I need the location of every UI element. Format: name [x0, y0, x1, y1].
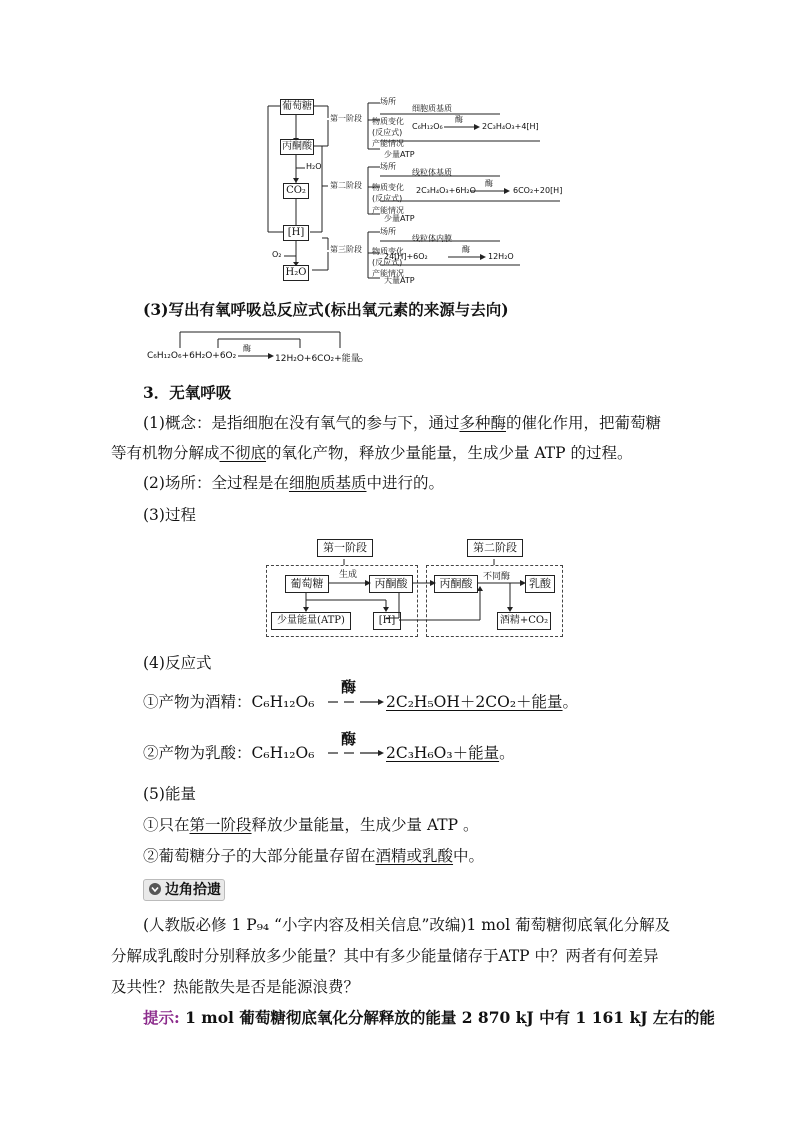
corner-tag [143, 879, 225, 901]
stage2-change-label: 物质变化 [372, 183, 404, 192]
concept-line1 [143, 408, 661, 439]
stage3-enzyme: 酶 [462, 245, 470, 254]
place-text-1: (2)场所：全过程是在 [143, 474, 289, 492]
place-text-2: 中进行的。 [366, 474, 444, 492]
stage3-energy-label: 产能情况 [372, 269, 404, 278]
place-line [143, 468, 444, 499]
stage2-change-sub: (反应式) [372, 194, 403, 203]
stage3-place-label: 场所 [380, 227, 396, 236]
total-eq-enzyme: 酶 [243, 344, 251, 353]
stage1-energy: 少量ATP [384, 150, 415, 159]
anaerobic-diff-enzyme-label: 不同酶 [483, 572, 511, 582]
energy2-text-1: ②葡萄糖分子的大部分能量存留在 [143, 847, 376, 865]
co2-box: CO₂ [283, 183, 309, 199]
stage1-change-sub: (反应式) [372, 128, 403, 137]
anaerobic-energy: 少量能量(ATP) [271, 612, 351, 630]
stage1-name: 第一阶段 [330, 114, 362, 123]
reaction1-product-line [386, 690, 578, 714]
question-line1: (人教版必修 1 P₉₄ “小字内容及相关信息”改编)1 mol 葡萄糖彻底氧化分解及 [143, 916, 671, 934]
energy1-text-2: 释放少量能量，生成少量 ATP 。 [251, 816, 479, 834]
reaction1-enzyme: 酶 [341, 678, 357, 696]
stage3-energy: 大量ATP [384, 276, 415, 285]
total-eq-right: 12H₂O+6CO₂+能量 [275, 354, 360, 364]
stage1-eq-right: 2C₃H₄O₃+4[H] [482, 122, 539, 131]
stage1-change-label: 物质变化 [372, 117, 404, 126]
energy2-underline: 酒精或乳酸 [375, 847, 454, 865]
hint-label: 提示: [143, 1008, 180, 1027]
anaerobic-h: [H] [373, 612, 401, 630]
reaction2-product-line [386, 741, 515, 765]
question-line2: 分解成乳酸时分别释放多少能量？其中有多少能量储存于ATP 中？两者有何差异 [111, 947, 659, 965]
stage2-place: 线粒体基质 [412, 168, 452, 177]
reaction1-label: ①产物为酒精：C₆H₁₂O₆ [143, 693, 315, 711]
anaerobic-stage1-label: 第一阶段 [317, 539, 373, 557]
chevron-down-icon [148, 882, 162, 896]
total-eq-left: C₆H₁₂O₆+6H₂O+6O₂ [147, 351, 237, 361]
stage3-place: 线粒体内膜 [412, 234, 452, 243]
anaerobic-alcohol: 酒精+CO₂ [497, 612, 551, 630]
energy1-underline: 第一阶段 [189, 816, 252, 834]
concept-line2 [111, 438, 633, 469]
pyruvate-box: 丙酮酸 [280, 139, 314, 155]
glucose-box: 葡萄糖 [280, 99, 314, 115]
anaerobic-glucose: 葡萄糖 [285, 575, 329, 593]
concept-underline-1: 多种酶 [459, 414, 506, 432]
hint-text: 1 mol 葡萄糖彻底氧化分解释放的能量 2 870 kJ 中有 1 161 kJ 左右的能 [179, 1008, 715, 1027]
reaction2-enzyme: 酶 [341, 730, 357, 748]
stage3-name: 第三阶段 [330, 245, 362, 254]
reaction2-line [143, 741, 314, 765]
stage3-eq-right: 12H₂O [488, 252, 514, 261]
place-underline: 细胞质基质 [288, 474, 367, 492]
reaction2-arrow [324, 741, 384, 765]
energy1-text-1: ①只在 [143, 816, 190, 834]
concept-underline-2: 不彻底 [219, 444, 267, 462]
h2o-in-label: H₂O [306, 162, 322, 171]
concept-text-1: (1)概念：是指细胞在没有氧气的参与下，通过 [143, 414, 460, 432]
hint-line [143, 1002, 715, 1034]
anaerobic-arrows [260, 550, 570, 640]
energy2-text-2: 中。 [453, 847, 485, 865]
reaction2-product: 2C₃H₆O₃＋能量 [386, 744, 500, 762]
stage3-change-label: 物质变化 [372, 247, 404, 256]
water-box: H₂O [283, 265, 309, 281]
anaerobic-produce-label: 生成 [339, 570, 358, 580]
reaction1-end: 。 [562, 693, 579, 711]
stage2-energy: 少量ATP [384, 214, 415, 223]
concept-text-2: 的催化作用，把葡萄糖 [505, 414, 661, 432]
stage1-place: 细胞质基质 [412, 104, 452, 113]
stage3-change-sub: (反应式) [372, 258, 403, 267]
stage2-name: 第二阶段 [330, 181, 362, 190]
concept-text-3: 等有机物分解成 [111, 444, 220, 462]
energy-line2 [143, 841, 484, 872]
total-eq-end: 。 [358, 349, 372, 365]
total-equation-heading: (3)写出有氧呼吸总反应式(标出氧元素的来源与去向) [143, 300, 509, 319]
corner-tag-label: 边角拾遗 [165, 882, 221, 898]
energy-line1 [143, 810, 479, 841]
question-line3: 及共性？热能散失是否是能源浪费？ [111, 978, 360, 996]
energy-heading: (5)能量 [143, 785, 196, 803]
anaerobic-lactic: 乳酸 [525, 575, 555, 593]
stage2-place-label: 场所 [380, 162, 396, 171]
stage1-energy-label: 产能情况 [372, 139, 404, 148]
process-heading: (3)过程 [143, 506, 196, 524]
stage2-energy-label: 产能情况 [372, 206, 404, 215]
stage2-enzyme: 酶 [485, 179, 493, 188]
stage1-enzyme: 酶 [455, 115, 463, 124]
section-heading-anaerobic: 3．无氧呼吸 [143, 383, 232, 402]
reaction-heading: (4)反应式 [143, 654, 212, 672]
stage1-place-label: 场所 [380, 97, 396, 106]
reaction1-product: 2C₂H₅OH＋2CO₂＋能量 [386, 693, 563, 711]
reaction2-label: ②产物为乳酸：C₆H₁₂O₆ [143, 744, 315, 762]
anaerobic-pyruvate-2: 丙酮酸 [434, 575, 478, 593]
stage3-eq-left: 24[H]+6O₂ [384, 252, 428, 261]
concept-text-4: 的氧化产物，释放少量能量，生成少量 ATP 的过程。 [266, 444, 633, 462]
reaction1-line [143, 690, 314, 714]
anaerobic-stage2-label: 第二阶段 [467, 539, 523, 557]
h-box: [H] [283, 225, 309, 241]
anaerobic-pyruvate-1: 丙酮酸 [369, 575, 413, 593]
stage2-eq-right: 6CO₂+20[H] [513, 186, 563, 195]
stage2-eq-left: 2C₃H₄O₃+6H₂O [416, 186, 476, 195]
o2-in-label: O₂ [272, 250, 282, 259]
reaction2-end: 。 [499, 744, 515, 762]
stage1-eq-left: C₆H₁₂O₆ [412, 122, 443, 131]
reaction1-arrow [324, 690, 384, 714]
